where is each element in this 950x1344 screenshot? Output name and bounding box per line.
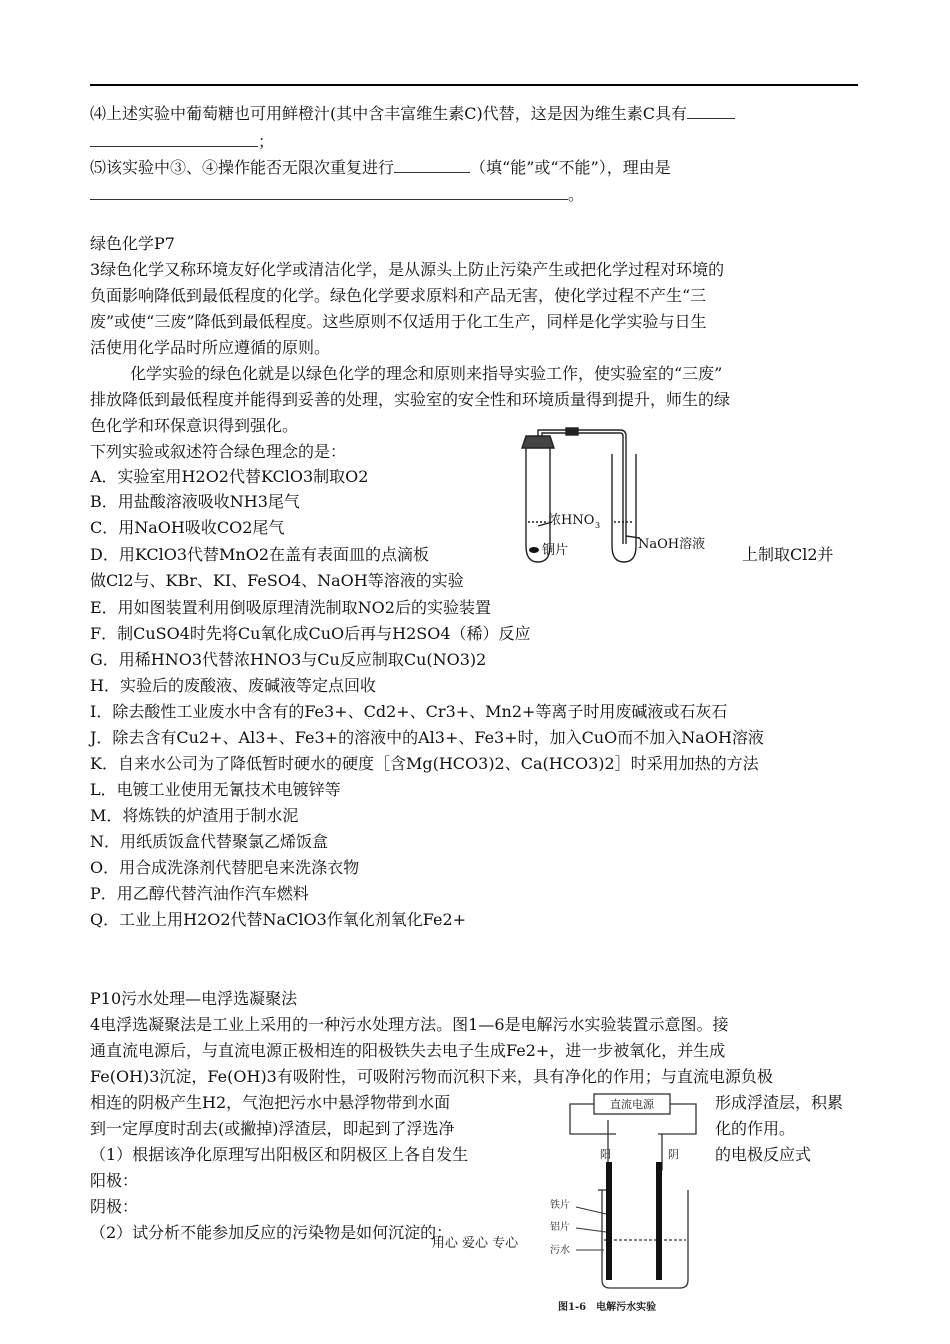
para2-line: 排放降低到最低程度并能得到妥善的处理，实验室的安全性和环境质量得到提升，师生的绿 [90,390,731,409]
question-stem: 下列实验或叙述符合绿色理念的是： [90,442,347,461]
water-line: 到一定厚度时刮去(或撇掉)浮渣层，即起到了浮选净 [90,1119,455,1138]
para2-line: 色化学和环保意识得到强化。 [90,416,299,435]
label-cathode: 阴 [668,1148,679,1161]
header-rule [90,84,858,86]
electrolysis-figure [546,1090,716,1326]
water-line: Fe(OH)3沉淀，Fe(OH)3有吸附性，可吸附污物而沉积下来，具有净化的作用；与直流电源负极 [90,1067,773,1086]
q-item-5: ⑸该实验中③、④操作能否无限次重复进行 （填“能”或“不能”），理由是 [90,158,671,177]
water-line-tail: 形成浮渣层，积累 [715,1093,844,1112]
section-heading-water: P10污水处理—电浮选凝聚法 [90,989,298,1008]
cathode-answer-label: 阴极： [90,1197,139,1216]
option-g: G．用稀HNO3代替浓HNO3与Cu反应制取Cu(NO3)2 [90,650,487,669]
label-naoh-solution: NaOH溶液 [638,537,706,552]
para1-line: 废”或使“三废”降低到最低程度。这些原则不仅适用于化工生产，同样是化学实验与日生 [90,312,707,331]
question-2: （2）试分析不能参加反应的污染物是如何沉淀的： [90,1223,453,1242]
option-d-cont: 做Cl2与、KBr、KI、FeSO4、NaOH等溶液的实验 [90,571,464,590]
option-k: K．自来水公司为了降低暂时硬水的硬度［含Mg(HCO3)2、Ca(HCO3)2］时采用加热的方法 [90,754,759,773]
answer-blank[interactable] [394,156,470,173]
label-conc-nitric-acid: 浓HNO [548,513,595,528]
option-d-tail: 上制取Cl2并 [742,545,834,564]
para1-line: 负面影响降低到最低程度的化学。绿色化学要求原料和产品无害，使化学过程不产生“三 [90,286,707,305]
option-f: F．制CuSO4时先将Cu氧化成CuO后再与H2SO4（稀）反应 [90,624,531,643]
para1-line: 3绿色化学又称环境友好化学或清洁化学，是从源头上防止污染产生或把化学过程对环境的 [90,260,725,279]
answer-blank[interactable] [90,183,568,200]
option-m: M．将炼铁的炉渣用于制水泥 [90,806,299,825]
q-item-4-cont: ； [90,130,274,153]
label-iron-plate: 铁片 [550,1200,570,1211]
figure-caption: 图1-6 电解污水实验 [558,1302,657,1313]
label-sewage: 污水 [550,1245,570,1256]
answer-blank[interactable] [90,130,258,147]
option-l: L．电镀工业使用无氰技术电镀锌等 [90,780,341,799]
q-item-5-cont: 。 [90,183,584,206]
para2-line: 化学实验的绿色化就是以绿色化学的理念和原则来指导实验工作，使实验室的“三废” [130,364,723,383]
option-j: J．除去含有Cu2+、Al3+、Fe3+的溶液中的Al3+、Fe3+时，加入CuO而不加入NaOH溶液 [90,728,764,747]
option-d: D．用KClO3代替MnO2在盖有表面皿的点滴板 [90,545,429,564]
section-heading-green: 绿色化学P7 [90,234,175,253]
answer-blank[interactable] [687,102,735,119]
apparatus-figure [508,426,728,576]
water-line: 通直流电源后，与直流电源正极相连的阳极铁失去电子生成Fe2+，进一步被氧化，并生成 [90,1041,726,1060]
option-n: N．用纸质饭盒代替聚氯乙烯饭盒 [90,832,329,851]
label-copper: 铜片 [542,543,569,558]
label-dc-power: 直流电源 [610,1098,654,1111]
q-item-4: ⑷上述实验中葡萄糖也可用鲜橙汁(其中含丰富维生素C)代替，这是因为维生素C具有 [90,102,735,125]
question-1-tail: 的电极反应式 [715,1145,812,1164]
anode-answer-label: 阳极： [90,1171,139,1190]
option-c: C．用NaOH吸收CO2尾气 [90,518,285,537]
label-anode: 阳 [600,1148,611,1161]
label-subscript: 3 [595,521,601,530]
option-e: E．用如图装置利用倒吸原理清洗制取NO2后的实验装置 [90,598,491,617]
para1-line: 活使用化学品时所应遵循的原则。 [90,338,331,357]
option-a: A．实验室用H2O2代替KClO3制取O2 [90,467,369,486]
question-1: （1）根据该净化原理写出阳极区和阴极区上各自发生 [90,1145,469,1164]
page-footer: 用心 爱心 专心 [431,1236,519,1251]
water-line: 4电浮选凝聚法是工业上采用的一种污水处理方法。图1—6是电解污水实验装置示意图。接 [90,1015,729,1034]
option-o: O．用合成洗涤剂代替肥皂来洗涤衣物 [90,858,360,877]
option-i: I．除去酸性工业废水中含有的Fe3+、Cd2+、Cr3+、Mn2+等离子时用废碱液或石灰石 [90,702,728,721]
option-b: B．用盐酸溶液吸收NH3尾气 [90,492,300,511]
option-h: H．实验后的废酸液、废碱液等定点回收 [90,676,376,695]
water-line: 相连的阴极产生H2，气泡把污水中悬浮物带到水面 [90,1093,451,1112]
option-p: P．用乙醇代替汽油作汽车燃料 [90,884,309,903]
label-aluminum-plate: 铝片 [550,1222,570,1233]
option-q: Q．工业上用H2O2代替NaClO3作氧化剂氧化Fe2+ [90,910,467,929]
water-line-tail: 化的作用。 [715,1119,796,1138]
